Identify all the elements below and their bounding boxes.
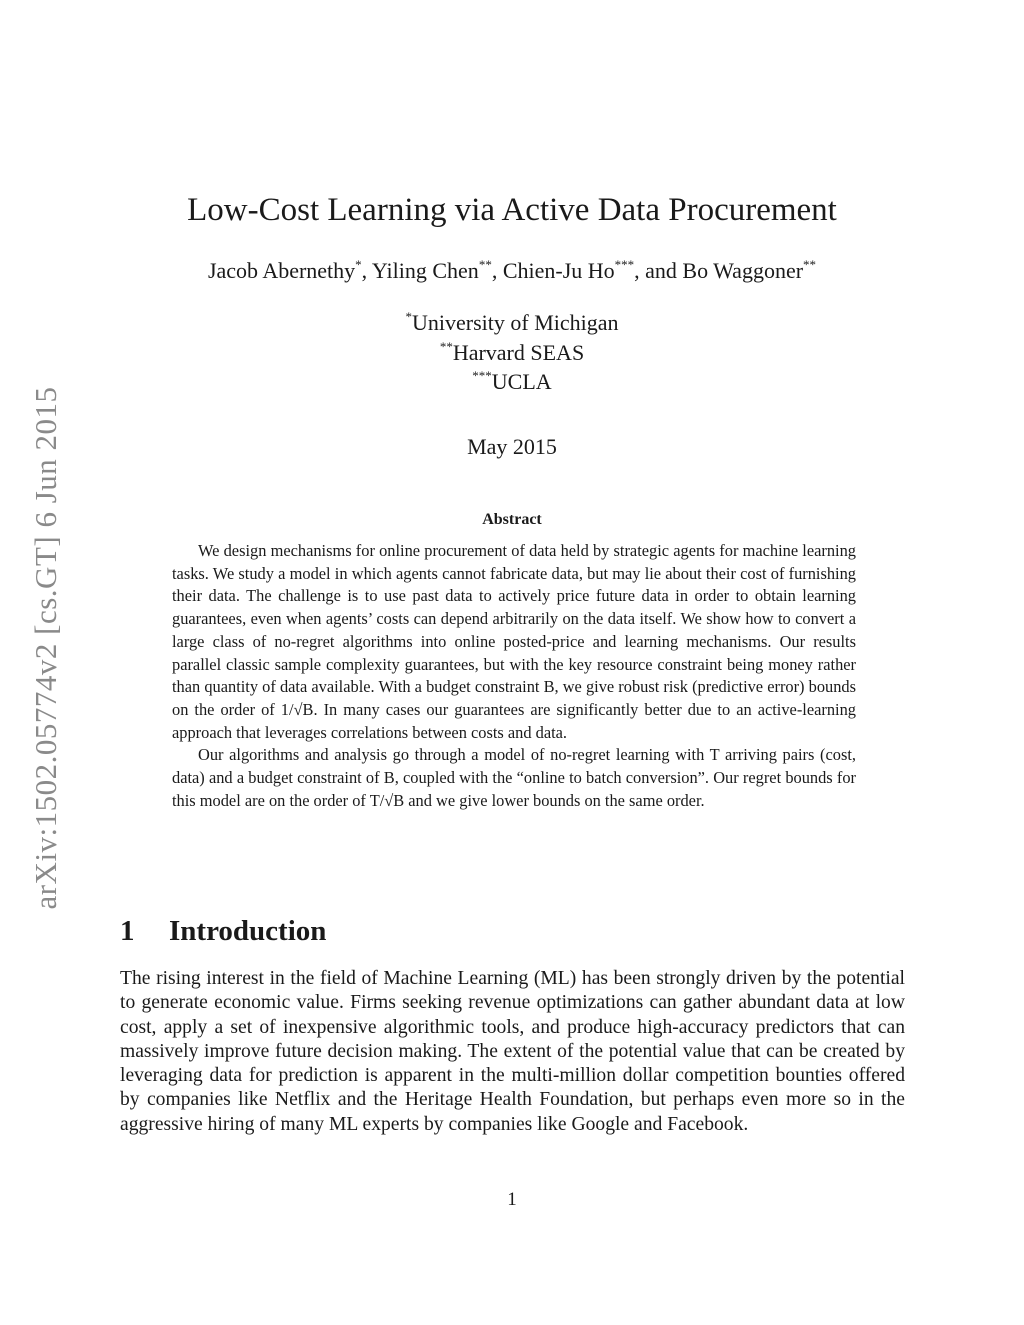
author-list: [0, 256, 1024, 286]
section-title: Introduction: [169, 915, 327, 947]
abstract-paragraph: Our algorithms and analysis go through a model of no-regret learning with T arriving pairs (cost, data) and a budget constraint of B, coupled with the “online to batch conversion”. Our regret bounds for this model are on the order of T/√B and we give lower bounds on the same order.: [172, 745, 856, 810]
paper-title: Low-Cost Learning via Active Data Procurement: [187, 192, 837, 228]
author-separator: ,: [361, 258, 372, 283]
introduction-body: [120, 967, 905, 1137]
intro-paragraph: The rising interest in the field of Machine Learning (ML) has been strongly driven by the potential to generate economic value. Firms seeking revenue optimizations can gather abundant data at low cost, apply a set of inexpensive algorithmic tools, and produce high-accuracy predictors that can massively improve future decision making. The extent of the potential value that can be created by leveraging data for prediction is apparent in the multi-million dollar competition bounties offered by companies like Netflix and the Heritage Health Foundation, but perhaps even more so in the aggressive hiring of many ML experts by companies like Google and Facebook.: [120, 968, 905, 1135]
affiliation-mark: **: [478, 257, 492, 272]
affiliation-line: [0, 367, 1024, 397]
author-separator: ,: [491, 258, 503, 283]
affiliation-mark: ***: [614, 257, 635, 272]
section-number: 1: [120, 915, 135, 947]
affiliation-mark: *: [355, 257, 362, 272]
affiliation-name: UCLA: [491, 369, 552, 394]
affiliation-mark: **: [439, 339, 453, 354]
affiliation-mark: **: [803, 257, 817, 272]
affiliation-line: [0, 338, 1024, 368]
page-number: 1: [507, 1189, 517, 1210]
publication-date: May 2015: [467, 434, 557, 459]
author-name: Chien-Ju Ho: [502, 258, 615, 283]
affiliation-mark: ***: [472, 368, 492, 383]
affiliation-name: University of Michigan: [411, 310, 619, 335]
author-name: Yiling Chen: [371, 258, 479, 283]
arxiv-identifier-stamp: arXiv:1502.05774v2 [cs.GT] 6 Jun 2015: [28, 386, 63, 910]
author-name: Jacob Abernethy: [207, 258, 356, 283]
affiliation-line: [0, 308, 1024, 338]
author-name: Bo Waggoner: [682, 258, 804, 283]
author-separator: , and: [634, 258, 683, 283]
abstract-heading: Abstract: [482, 511, 542, 528]
affiliation-name: Harvard SEAS: [452, 340, 585, 365]
section-heading: [120, 912, 326, 950]
affiliation-mark: *: [405, 309, 412, 324]
abstract-body: [172, 540, 856, 812]
abstract-paragraph: We design mechanisms for online procurement of data held by strategic agents for machine learning tasks. We study a model in which agents cannot fabricate data, but may lie about their cost of furnishing their data. The challenge is to use past data to actively price future data in order to obtain learning guarantees, even when agents’ costs can depend arbitrarily on the data itself. We show how to convert a large class of no-regret algorithms into online posted-price and learning mechanisms. Our results parallel classic sample complexity guarantees, but with the key resource constraint being money rather than quantity of data available. With a budget constraint B, we give robust risk (predictive error) bounds on the order of 1/√B. In many cases our guarantees are significantly better due to an active-learning approach that leverages correlations between costs and data.: [172, 541, 856, 742]
